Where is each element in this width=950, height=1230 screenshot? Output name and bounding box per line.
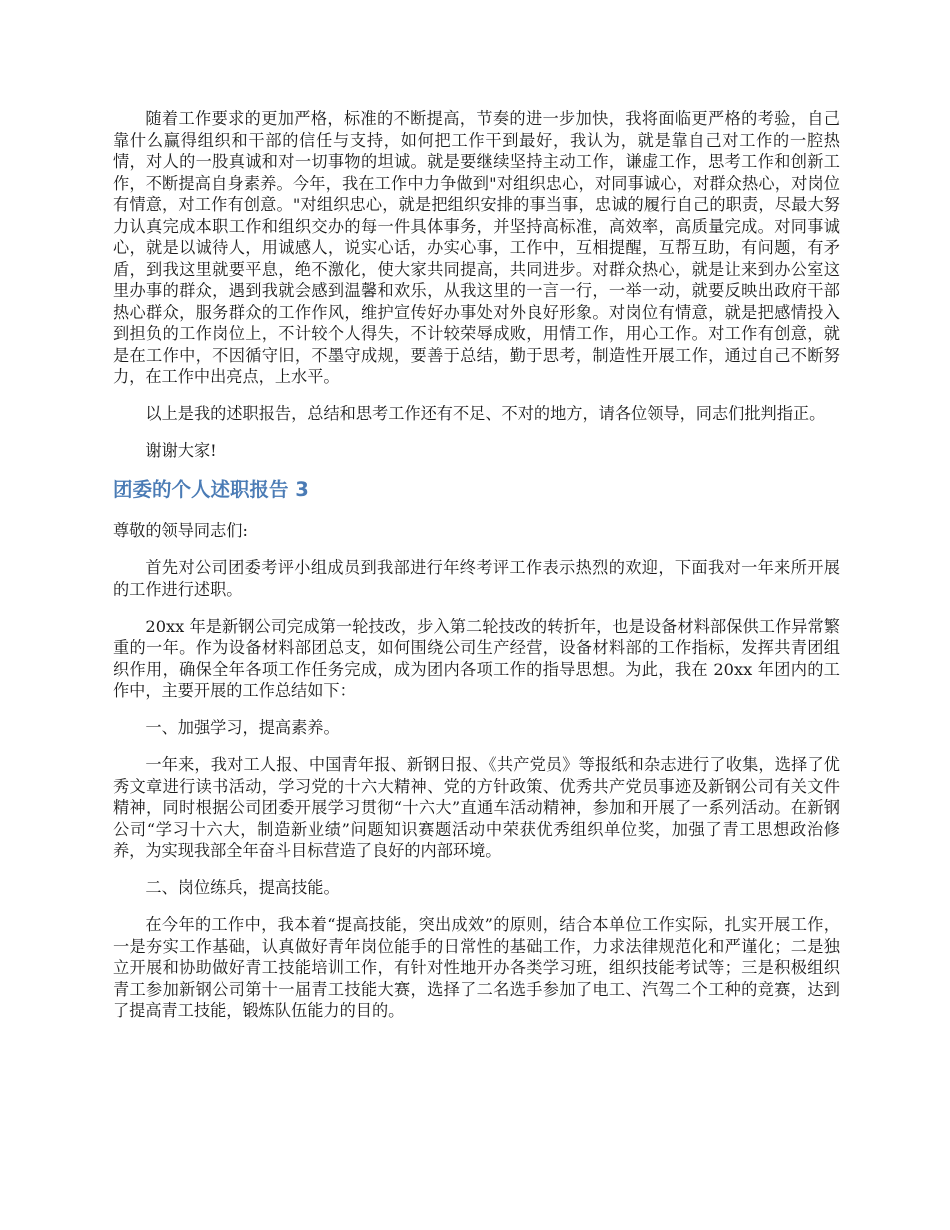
- body-paragraph: 首先对公司团委考评小组成员到我部进行年终考评工作表示热烈的欢迎，下面我对一年来所开展的工作进行述职。: [113, 558, 840, 599]
- salutation: 尊敬的领导同志们:: [113, 521, 248, 540]
- subheading: 一、加强学习，提高素养。: [145, 718, 340, 737]
- document-page: [113, 108, 840, 1037]
- body-paragraph: 在今年的工作中，我本着“提高技能，突出成效”的原则，结合本单位工作实际，扎实开展工作，一是夯实工作基础，认真做好青年岗位能手的日常性的基础工作，力求法律规范化和严谨化；二是独立开展和协助做好青工技能培训工作，有针对性地开办各类学习班，组织技能考试等；三是积极组织青工参加新钢公司第十一届青工技能大赛，选择了二名选手参加了电工、汽驾二个工种的竞赛，达到了提高青工技能，锻炼队伍能力的目的。: [113, 915, 840, 1020]
- body-paragraph: 一年来，我对工人报、中国青年报、新钢日报、《共产党员》等报纸和杂志进行了收集，选择了优秀文章进行读书活动，学习党的十六大精神、党的方针政策、优秀共产党员事迹及新钢公司有关文件精神，同时根据公司团委开展学习贯彻“十六大”直通车活动精神，参加和开展了一系列活动。在新钢公司“学习十六大，制造新业绩”问题知识赛题活动中荣获优秀组织单位奖，加强了青工思想政治修养，为实现我部全年奋斗目标营造了良好的内部环境。: [113, 755, 840, 860]
- subheading: 二、岗位练兵，提高技能。: [145, 878, 340, 897]
- body-paragraph: 随着工作要求的更加严格，标准的不断提高，节奏的进一步加快，我将面临更严格的考验，自己靠什么赢得组织和干部的信任与支持，如何把工作干到最好，我认为，就是靠自己对工作的一腔热情，对人的一股真诚和对一切事物的坦诚。就是要继续坚持主动工作，谦虚工作，思考工作和创新工作，不断提高自身素养。今年，我在工作中力争做到"对组织忠心，对同事诚心，对群众热心，对岗位有情意，对工作有创意。"对组织忠心，就是把组织安排的事当事，忠诚的履行自己的职责，尽最大努力认真完成本职工作和组织交办的每一件具体事务，并坚持高标准，高效率，高质量完成。对同事诚心，就是以诚待人，用诚感人，说实心话，办实心事，工作中，互相提醒，互帮互助，有问题，有矛盾，到我这里就要平息，绝不激化，使大家共同提高，共同进步。对群众热心，就是让来到办公室这里办事的群众，遇到我就会感到温馨和欢乐，从我这里的一言一行，一举一动，就要反映出政府干部热心群众，服务群众的工作作风，维护宣传好办事处对外良好形象。对岗位有情意，就是把感情投入到担负的工作岗位上，不计较个人得失，不计较荣辱成败，用情工作，用心工作。对工作有创意，就是在工作中，不因循守旧，不墨守成规，要善于总结，勤于思考，制造性开展工作，通过自己不断努力，在工作中出亮点，上水平。: [113, 109, 840, 386]
- section-title: 团委的个人述职报告 3: [113, 478, 309, 501]
- body-paragraph: 20xx 年是新钢公司完成第一轮技改，步入第二轮技改的转折年，也是设备材料部保供工作异常繁重的一年。作为设备材料部团总支，如何围绕公司生产经营，设备材料部的工作指标，发挥共青团组织作用，确保全年各项工作任务完成，成为团内各项工作的指导思想。为此，我在 20xx 年团内的工作中，主要开展的工作总结如下：: [113, 616, 840, 700]
- body-paragraph: 以上是我的述职报告，总结和思考工作还有不足、不对的地方，请各位领导，同志们批判指正。: [145, 404, 826, 423]
- body-paragraph: 谢谢大家!: [145, 441, 217, 460]
